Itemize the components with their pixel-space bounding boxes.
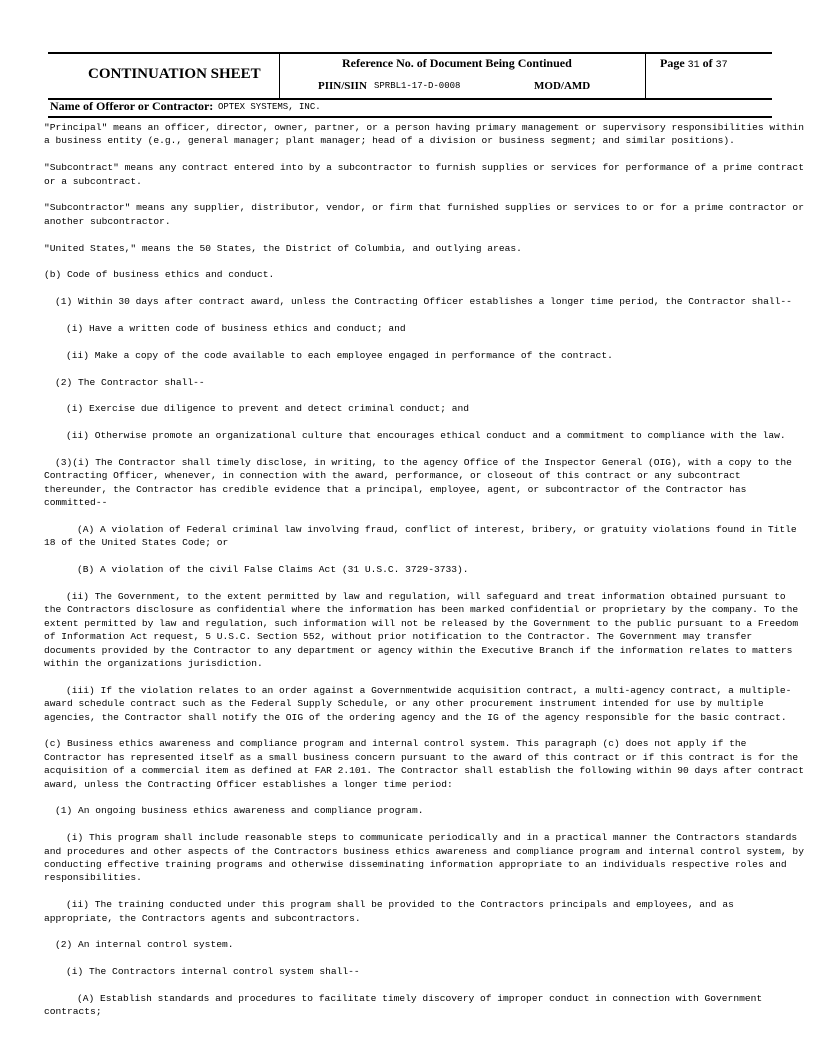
definition-subcontract: "Subcontract" means any contract entered into by a subcontractor to furnish supplies or services for performance of a prime contract or a subcontract.: [44, 162, 804, 187]
page-number: 31: [687, 60, 700, 71]
paragraph-b-2: (2) The Contractor shall--: [55, 376, 205, 388]
paragraph-c-2-i-a: (A) Establish standards and procedures to facilitate timely discovery of improper conduct in connection with Government contracts;: [44, 993, 763, 1018]
offeror-row: [48, 97, 772, 118]
definition-united-states: "United States," means the 50 States, the District of Columbia, and outlying areas.: [44, 242, 522, 254]
paragraph-c-1: (1) An ongoing business ethics awareness and compliance program.: [55, 805, 424, 817]
paragraph-b-1-i: (i) Have a written code of business ethics and conduct; and: [66, 323, 406, 334]
definition-subcontractor: "Subcontractor" means any supplier, distributor, vendor, or firm that furnished supplies or services to or for a prime contractor or another subcontractor.: [44, 202, 804, 227]
page-total: 37: [715, 60, 728, 71]
paragraph-b-1-ii: (ii) Make a copy of the code available to each employee engaged in performance of the contract.: [66, 349, 613, 361]
mod-amd-label: MOD/AMD: [534, 80, 591, 92]
piin-value: SPRBL1-17-D-0008: [374, 81, 461, 91]
paragraph-b-3-i-b: (B) A violation of the civil False Claims Act (31 U.S.C. 3729-3733).: [77, 564, 469, 576]
continuation-header: [48, 52, 772, 100]
document-body: [44, 121, 806, 1032]
paragraph-b-3-ii: (ii) The Government, to the extent permitted by law and regulation, will safeguard and treat information obtained pursuant to the Contractors disclosure as confidential where the information has been marked confidential or proprietary by the company. To the extent permitted by law and regulation, such information will not be released by the Government to the public pursuant to a Freedom of Information Act request, 5 U.S.C. Section 552, without prior notification to the Contractor. The Government may transfer documents provided by the Contractor to any department or agency within the Executive Branch if the information relates to matters within the organizations jurisdiction.: [44, 591, 799, 670]
header-reference-cell: [279, 54, 646, 98]
paragraph-c-2-i: (i) The Contractors internal control system shall--: [66, 966, 360, 978]
header-title-cell: [48, 54, 279, 98]
section-b-heading: (b) Code of business ethics and conduct.: [44, 269, 275, 281]
reference-label: Reference No. of Document Being Continued: [342, 56, 572, 70]
definition-principal: "Principal" means an officer, director, owner, partner, or a person having primary management or supervisory responsibilities within a business entity (e.g., general manager; plant manager; head of a division or business segment; and similar positions).: [44, 122, 804, 147]
paragraph-b-2-ii: (ii) Otherwise promote an organizational culture that encourages ethical conduct and a commitment to compliance with the law.: [66, 430, 786, 442]
paragraph-c-2: (2) An internal control system.: [55, 939, 234, 951]
page-indicator: [660, 56, 728, 71]
paragraph-b-3-i: (3)(i) The Contractor shall timely disclose, in writing, to the agency Office of the Inspector General (OIG), with a copy to the Contracting Officer, whenever, in connection with the award, performance, or closeout of this contract or any subcontract thereunder, the Contractor has credible evidence that a principal, employee, agent, or subcontractor of the Contractor has committed--: [44, 456, 792, 509]
paragraph-b-1: (1) Within 30 days after contract award, unless the Contracting Officer establishes a longer time period, the Contractor shall--: [55, 296, 792, 308]
paragraph-b-3-i-a: (A) A violation of Federal criminal law involving fraud, conflict of interest, bribery, or gratuity violations found in Title 18 of the United States Code; or: [44, 524, 797, 549]
paragraph-b-2-i: (i) Exercise due diligence to prevent and detect criminal conduct; and: [66, 403, 470, 415]
of-label: of: [702, 56, 713, 70]
offeror-value: OPTEX SYSTEMS, INC.: [218, 102, 321, 112]
offeror-label: Name of Offeror or Contractor:: [50, 99, 214, 113]
paragraph-c-1-i: (i) This program shall include reasonable steps to communicate periodically and in a practical manner the Contractors standards and procedures and other aspects of the Contractors business ethics awareness and compliance program and internal control system, by conducting effective training programs and otherwise disseminating information appropriate to an individuals respective roles and responsibilities.: [44, 832, 804, 884]
paragraph-c-1-ii: (ii) The training conducted under this program shall be provided to the Contractors principals and employees, and as appropriate, the Contractors agents and subcontractors.: [44, 899, 734, 924]
section-c: (c) Business ethics awareness and compliance program and internal control system. This paragraph (c) does not apply if the Contractor has represented itself as a small business concern pursuant to the award of this contract or if this contract is for the acquisition of a commercial item as defined at FAR 2.101. The Contractor shall establish the following within 90 days after contract award, unless the Contracting Officer establishes a longer time period:: [44, 738, 804, 790]
piin-label: PIIN/SIIN: [318, 80, 367, 92]
paragraph-b-3-iii: (iii) If the violation relates to an order against a Governmentwide acquisition contract, a multi-agency contract, a multiple-award schedule contract such as the Federal Supply Schedule, or any other procurement instrument intended for use by multiple agencies, the Contractor shall notify the OIG of the ordering agency and the IG of the agency responsible for the basic contract.: [44, 684, 792, 723]
page-label: Page: [660, 56, 685, 70]
sheet-title: CONTINUATION SHEET: [88, 66, 261, 82]
header-page-cell: [645, 54, 773, 98]
